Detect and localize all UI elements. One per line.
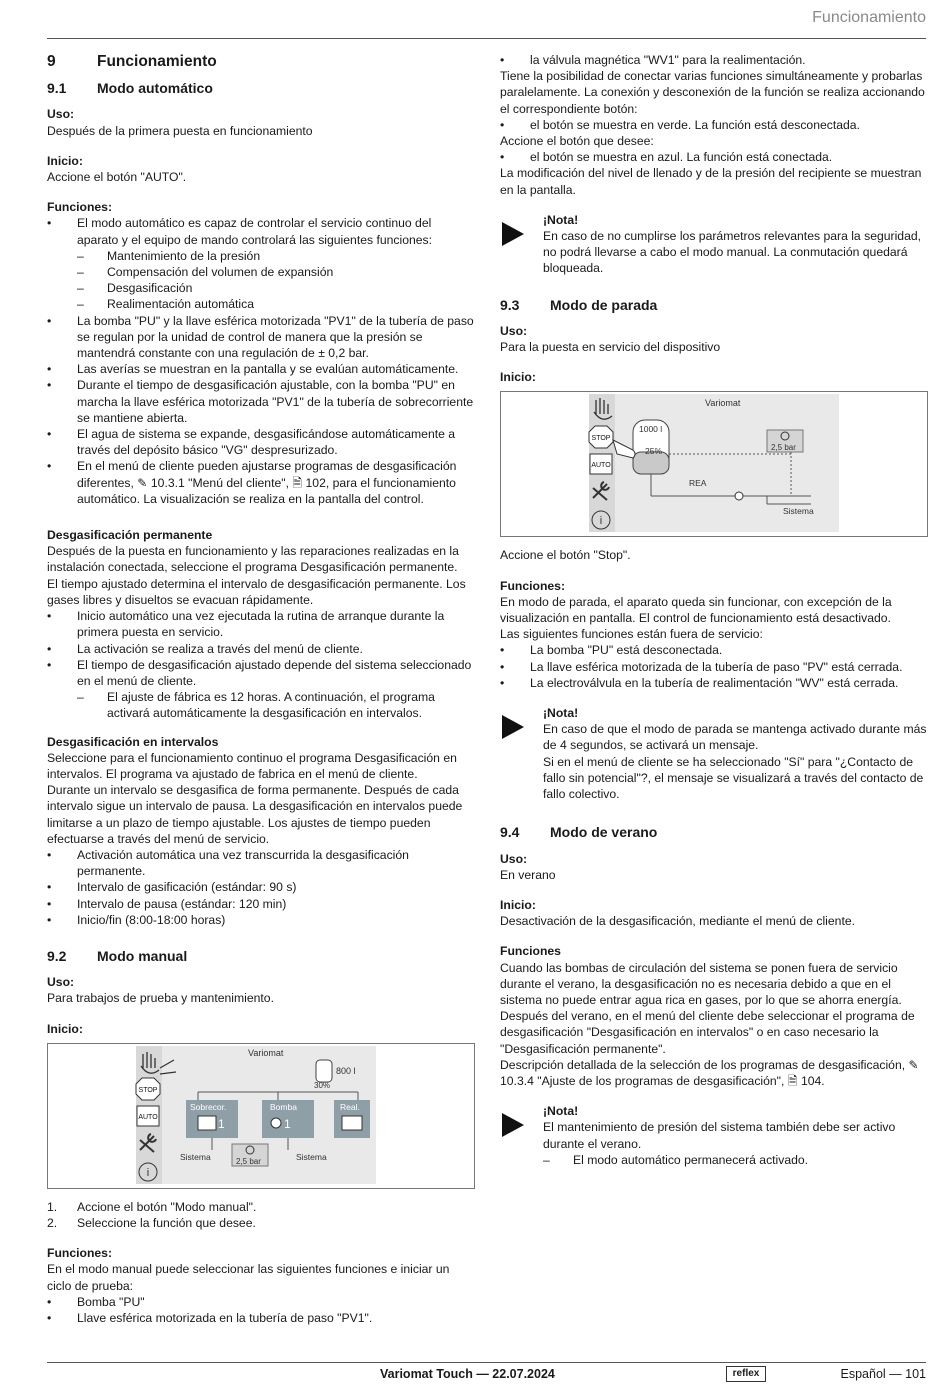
list-item: • el botón se muestra en verde. La función está desconectada. <box>500 117 928 133</box>
volume-value: 1000 l <box>639 424 663 435</box>
pump-icon <box>271 1118 281 1128</box>
left-column <box>47 52 475 1326</box>
list-item: – El modo automático permanecerá activado. <box>513 1152 928 1168</box>
list-item: – Mantenimiento de la presión <box>47 248 475 264</box>
paragraph: Tiene la posibilidad de conectar varias funciones simultáneamente y probarlas paralelamente. La conexión y desconexión de la función se realiza accionando el correspondiente botón: <box>500 69 925 116</box>
perm-degas-label: Desgasificación permanente <box>47 528 213 543</box>
note-title: ¡Nota! <box>543 212 579 227</box>
list-item: • La activación se realiza a través del menú de cliente. <box>47 641 475 657</box>
paragraph: Las siguientes funciones están fuera de servicio: <box>500 627 763 642</box>
uso-text: Para la puesta en servicio del dispositivo <box>500 340 721 355</box>
manual-functions-list-cont <box>500 52 928 68</box>
stop-mode-screen-illustration <box>501 392 927 534</box>
paragraph: Cuando las bombas de circulación del sistema se ponen fuera de servicio durante el verano, la desgasificación no es necesaria debido a que en el sistema no puede entrar agua rica en gases, por lo que se ahorra energía. <box>500 960 902 1007</box>
funciones-label: Funciones <box>500 944 561 959</box>
sistema-label-1: Sistema <box>180 1151 211 1162</box>
uso-label: Uso: <box>47 107 75 122</box>
list-item: • La bomba "PU" está desconectada. <box>500 642 928 658</box>
uso-text: Después de la primera puesta en funcionamiento <box>47 123 313 138</box>
stop-icon <box>136 1078 160 1100</box>
interval-degas-list <box>47 847 475 928</box>
inicio-label: Inicio: <box>500 897 536 912</box>
list-item: 1. Accione el botón "Modo manual". <box>47 1199 257 1214</box>
note-manual <box>500 212 928 277</box>
figure-title: Variomat <box>248 1047 284 1058</box>
paragraph: Seleccione para el funcionamiento continuo el programa Desgasificación en intervalos. El programa va ajustado de fabrica en el menú de cliente. <box>47 750 457 781</box>
list-item: • Inicio/fin (8:00-18:00 horas) <box>47 912 475 928</box>
stop-mode-figure <box>500 391 928 537</box>
list-item: – Realimentación automática <box>47 296 475 312</box>
uso-text: Para trabajos de prueba y mantenimiento. <box>47 991 274 1006</box>
paragraph: Durante un intervalo se desgasifica de forma permanente. Después de cada intervalo sigue un intervalo de pausa. La desgasificación en intervalos puede limitarse a un plazo de tiempo ajustable. Los ajustes de tiempo pueden efectuarse a través del menú de servicio. <box>47 783 463 846</box>
paragraph: Después del verano, en el menú del cliente debe seleccionar el programa de desgasificación "Desgasificación en intervalos" o en caso necesario la "Desgasificación permanente". <box>500 1009 915 1056</box>
real-button-label: Real. <box>340 1101 360 1112</box>
funciones-label: Funciones: <box>47 1246 113 1261</box>
list-item: 2. Seleccione la función que desee. <box>47 1215 256 1230</box>
rea-label: REA <box>689 478 707 489</box>
list-item: • el botón se muestra en azul. La función está conectada. <box>500 149 928 165</box>
list-item: • El agua de sistema se expande, desgasificándose automáticamente a través del depósito básico "VG" despresurizado. <box>47 426 475 458</box>
inicio-label: Inicio: <box>47 153 83 168</box>
paragraph: Después de la puesta en funcionamiento y las reparaciones realizadas en la instalación conectada, seleccione el programa Desgasificación permanente. <box>47 544 459 575</box>
list-item: • La bomba "PU" y la llave esférica motorizada "PV1" de la tubería de paso se regulan por la unidad de control de manera que la presión se mantendrá constante con una regulación de ± 0,2 bar. <box>47 313 475 362</box>
right-column <box>500 52 928 1180</box>
stop-functions-list <box>500 642 928 691</box>
note-text: El mantenimiento de presión del sistema también debe ser activo durante el verano. <box>543 1120 896 1151</box>
paragraph: El tiempo ajustado determina el intervalo de desgasificación permanente. Los gases libres y disueltos se evacuan rápidamente. <box>47 576 466 607</box>
auto-icon <box>137 1106 159 1126</box>
volume-value: 800 l <box>336 1065 356 1076</box>
stop-icon <box>589 426 613 448</box>
inicio-text: Accione el botón "Stop". <box>500 548 631 563</box>
section-9-2-heading: 9.2 Modo manual <box>47 947 188 964</box>
list-item: • La electroválvula en la tubería de realimentación "WV" está cerrada. <box>500 675 928 691</box>
reflex-logo: reflex <box>726 1366 766 1382</box>
manual-functions-list <box>47 1294 475 1326</box>
stop-label: STOP <box>591 435 611 443</box>
list-item: • El tiempo de desgasificación ajustado depende del sistema seleccionado en el menú de cliente. – El ajuste de fábrica es 12 horas. A continuación, el programa activará automáticamente la desgasificación en intervalos. <box>47 657 475 722</box>
manual-mode-screen-illustration <box>48 1044 474 1186</box>
uso-label: Uso: <box>500 323 528 338</box>
funciones-label: Funciones: <box>500 578 566 593</box>
note-stop <box>500 705 928 802</box>
sistema-label-2: Sistema <box>296 1151 327 1162</box>
list-item: • Intervalo de pausa (estándar: 120 min) <box>47 896 475 912</box>
note-text: Si en el menú de cliente se ha seleccionado "Sí" para "¿Contacto de fallo sin potencial"?, el mensaje se visualizará a través del contacto de fallo colectivo. <box>543 754 924 802</box>
svg-text:i: i <box>599 515 603 528</box>
sobrecor-index: 1 <box>218 1116 225 1131</box>
uso-label: Uso: <box>500 851 528 866</box>
list-item: • El modo automático es capaz de controlar el servicio continuo del aparato y el equipo de mando controlará las siguientes funciones: – Mantenimiento de la presión – Compensación del volumen de expansión – Desgasificación – Realimentación automática <box>47 215 475 312</box>
sistema-label: Sistema <box>783 506 814 517</box>
paragraph: Accione el botón que desee: <box>500 134 654 149</box>
paragraph: La modificación del nivel de llenado y de la presión del recipiente se muestran en la pantalla. <box>500 166 922 197</box>
section-9-1-heading: 9.1 Modo automático <box>47 80 213 97</box>
stop-label: STOP <box>138 1086 158 1094</box>
auto-label: AUTO <box>138 1113 158 1121</box>
tank-icon <box>316 1060 332 1082</box>
footer-product: Variomat Touch — 22.07.2024 <box>380 1367 555 1381</box>
inicio-text: Accione el botón "AUTO". <box>47 170 187 185</box>
note-arrow-icon <box>502 1113 524 1137</box>
list-item: • Llave esférica motorizada en la tubería de paso "PV1". <box>47 1310 475 1326</box>
uso-text: En verano <box>500 867 556 882</box>
footer-page: Español — 101 <box>840 1367 926 1381</box>
inicio-text: Desactivación de la desgasificación, mediante el menú de cliente. <box>500 914 855 929</box>
paragraph: En modo de parada, el aparato queda sin funcionar, con excepción de la visualización en pantalla. El control de funcionamiento está desactivado. <box>500 594 892 626</box>
list-item: • Durante el tiempo de desgasificación ajustable, con la bomba "PU" en marcha la llave esférica motorizada "PV1" de la tubería de sobrecorriente se mantiene abierta. <box>47 377 475 426</box>
list-item: • Bomba "PU" <box>47 1294 475 1310</box>
note-title: ¡Nota! <box>543 706 579 721</box>
list-item: – Compensación del volumen de expansión <box>47 264 475 280</box>
list-item: • La llave esférica motorizada de la tubería de paso "PV" está cerrada. <box>500 659 928 675</box>
page-header-title: Funcionamiento <box>812 9 926 26</box>
note-summer <box>500 1103 928 1168</box>
pump-icon <box>735 492 743 500</box>
auto-functions-list <box>47 215 475 507</box>
percent-value: 30% <box>314 1080 331 1090</box>
section-9-heading: 9 Funcionamiento <box>47 53 217 70</box>
funciones-label: Funciones: <box>47 200 113 215</box>
bomba-index: 1 <box>284 1116 291 1131</box>
auto-label: AUTO <box>591 462 611 470</box>
list-item: • Las averías se muestran en la pantalla y se evalúan automáticamente. <box>47 361 475 377</box>
auto-icon <box>590 454 612 474</box>
inicio-label: Inicio: <box>47 1021 83 1036</box>
list-item: • En el menú de cliente pueden ajustarse programas de desgasificación diferentes, ✎ 10.3.1 "Menú del cliente", 🗎 102, para el funcionamiento automático. La visualización se realiza en la pantalla del control. <box>47 458 475 507</box>
interval-degas-label: Desgasificación en intervalos <box>47 734 219 749</box>
pressure-value: 2,5 bar <box>771 443 796 453</box>
paragraph: Descripción detallada de la selección de los programas de desgasificación, ✎ 10.3.4 "Ajuste de los programas de desgasificación", 🗎 104. <box>500 1057 919 1088</box>
footer-rule <box>47 1362 926 1363</box>
manual-steps <box>47 1199 475 1231</box>
note-text: En caso de no cumplirse los parámetros relevantes para la seguridad, no podrá llevarse a cabo el modo manual. La conmutación quedará bloqueada. <box>543 229 922 276</box>
button-state-list <box>500 117 928 133</box>
list-item: – Desgasificación <box>47 280 475 296</box>
svg-text:i: i <box>146 1166 150 1179</box>
list-item: • la válvula magnética "WV1" para la realimentación. <box>500 52 928 68</box>
list-item: • Inicio automático una vez ejecutada la rutina de arranque durante la primera puesta en servicio. <box>47 608 475 640</box>
figure-title: Variomat <box>705 398 741 409</box>
valve-icon <box>198 1116 216 1130</box>
list-item: • Activación automática una vez transcurrida la desgasificación permanente. <box>47 847 475 879</box>
list-item: • Intervalo de gasificación (estándar: 90 s) <box>47 879 475 895</box>
header-rule <box>47 38 926 39</box>
manual-mode-figure <box>47 1043 475 1189</box>
list-item: – El ajuste de fábrica es 12 horas. A continuación, el programa activará automáticamente la desgasificación en intervalos. <box>47 689 475 721</box>
percent-value: 25% <box>645 446 663 457</box>
uso-label: Uso: <box>47 975 75 990</box>
note-arrow-icon <box>502 715 524 739</box>
section-9-3-heading: 9.3 Modo de parada <box>500 296 658 313</box>
note-title: ¡Nota! <box>543 1104 579 1119</box>
perm-degas-list <box>47 608 475 721</box>
bomba-button-label: Bomba <box>270 1101 297 1112</box>
refill-icon <box>342 1116 362 1130</box>
note-text: En caso de que el modo de parada se mantenga activado durante más de 4 segundos, se activará un mensaje. <box>543 722 927 753</box>
sobrecor-button-label: Sobrecor. <box>190 1101 227 1112</box>
inicio-label: Inicio: <box>500 370 536 385</box>
pressure-value: 2,5 bar <box>236 1156 261 1166</box>
button-state-list <box>500 149 928 165</box>
note-arrow-icon <box>502 222 524 246</box>
paragraph: En el modo manual puede seleccionar las siguientes funciones e iniciar un ciclo de prueba: <box>47 1262 450 1293</box>
section-9-4-heading: 9.4 Modo de verano <box>500 824 658 841</box>
